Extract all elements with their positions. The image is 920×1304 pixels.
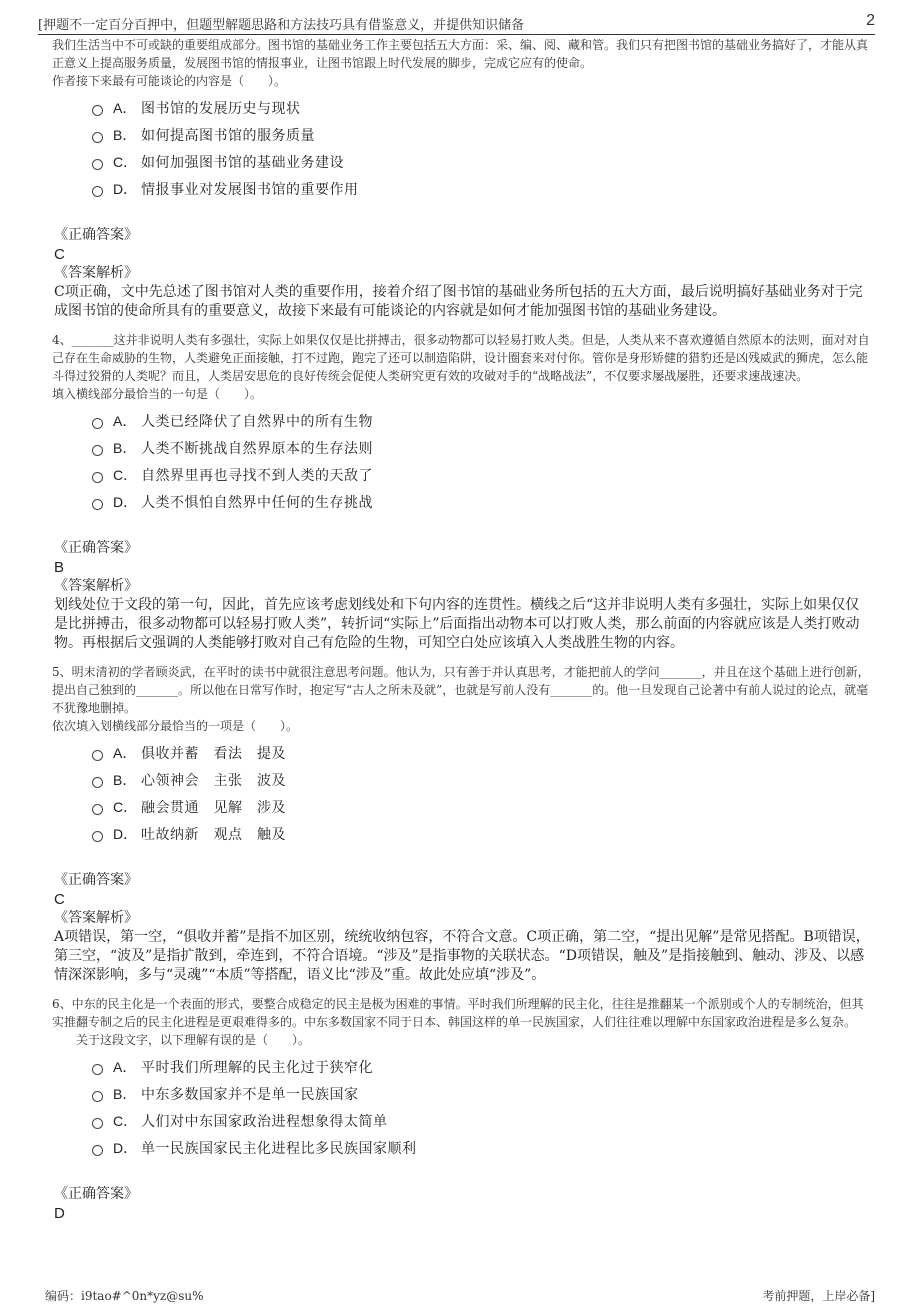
option-text: 情报事业对发展图书馆的重要作用 bbox=[141, 181, 359, 198]
radio-icon[interactable] bbox=[92, 831, 103, 842]
option-text: 人类不惧怕自然界中任何的生存挑战 bbox=[141, 494, 373, 511]
answer-analysis: C项正确，文中先总述了图书馆对人类的重要作用，接着介绍了图书馆的基础业务所包括的五大方面，最后说明搞好基础业务对于完成图书馆的使命所具有的重要意义，故接下来最有可能谈论的内容就是如何才能加强图书馆的基础业务建设。 bbox=[54, 284, 863, 319]
question-stem: 关于这段文字，以下理解有误的是（ ）。 bbox=[76, 1033, 311, 1047]
radio-icon[interactable] bbox=[92, 499, 103, 510]
analysis-label: 《答案解析》 bbox=[54, 910, 138, 926]
answer-analysis: A项错误，第一空，“俱收并蓄”是指不加区别，统统收纳包容，不符合文意。C项正确，第二空，“提出见解”是常见搭配。B项错误，第三空，“波及”是指扩散到，牵连到，不符合语境。“涉及”是指事物的关联状态。“D项错误，触及”是指接触到、触动、涉及、以感情深深影响，多与“灵魂”“本质”等搭配，语义比“涉及”重。故此处应填“涉及”。 bbox=[54, 929, 870, 983]
option-a[interactable] bbox=[92, 94, 872, 121]
radio-icon[interactable] bbox=[92, 445, 103, 456]
document-code: 编码：i9tao#^0n*yz@su% bbox=[45, 1289, 204, 1303]
radio-icon[interactable] bbox=[92, 1091, 103, 1102]
option-c[interactable] bbox=[92, 148, 872, 175]
option-letter: B． bbox=[113, 126, 137, 143]
analysis-label: 《答案解析》 bbox=[54, 265, 138, 281]
question-6 bbox=[52, 995, 872, 1223]
option-text: 俱收并蓄 看法 提及 bbox=[141, 745, 286, 762]
option-text: 如何提高图书馆的服务质量 bbox=[141, 127, 315, 144]
option-letter: D． bbox=[113, 1139, 138, 1156]
option-letter: B． bbox=[113, 439, 137, 456]
option-text: 心领神会 主张 波及 bbox=[141, 772, 286, 789]
option-list bbox=[92, 739, 872, 847]
radio-icon[interactable] bbox=[92, 1145, 103, 1156]
answer-label: 《正确答案》 bbox=[54, 1186, 138, 1202]
option-b[interactable] bbox=[92, 1080, 872, 1107]
option-text: 人类已经降伏了自然界中的所有生物 bbox=[141, 413, 373, 430]
analysis-label: 《答案解析》 bbox=[54, 578, 138, 594]
question-passage: 我们生活当中不可或缺的重要组成部分。图书馆的基础业务工作主要包括五大方面：采、编、阅、藏和管。我们只有把图书馆的基础业务搞好了，才能从真正意义上提高服务质量，发展图书馆的情报事业，让图书馆跟上时代发展的脚步，完成它应有的使命。 bbox=[52, 38, 869, 70]
document-body bbox=[52, 36, 872, 1223]
radio-icon[interactable] bbox=[92, 105, 103, 116]
answer-label: 《正确答案》 bbox=[54, 872, 138, 888]
option-letter: A． bbox=[113, 744, 137, 761]
correct-answer: C bbox=[54, 891, 65, 908]
question-stem: 填入横线部分最恰当的一句是（ ）。 bbox=[52, 387, 263, 401]
option-letter: C． bbox=[113, 1112, 138, 1129]
question-5 bbox=[52, 663, 872, 985]
radio-icon[interactable] bbox=[92, 159, 103, 170]
question-passage: 4、_______这并非说明人类有多强壮，实际上如果仅仅是比拼搏击，很多动物都可以轻易打败人类。但是，人类从来不喜欢遵循自然原本的法则，面对对自己存在生命威胁的生物，人类避免正面接触，打不过跑，跑完了还可以制造陷阱，设计圈套来对付你。管你是身形矫健的猎豹还是凶残威武的狮虎，怎么能斗得过狡猾的人类呢？而且，人类居安思危的良好传统会促使人类研究更有效的攻破对手的“战略战法”，不仅要求屡战屡胜，还要求速战速决。 bbox=[52, 333, 870, 383]
option-d[interactable] bbox=[92, 820, 872, 847]
option-list bbox=[92, 1053, 872, 1161]
option-letter: C． bbox=[113, 153, 138, 170]
header-title: [押题不一定百分百押中，但题型解题思路和方法技巧具有借鉴意义，并提供知识储备 bbox=[38, 18, 525, 33]
option-text: 中东多数国家并不是单一民族国家 bbox=[141, 1086, 359, 1103]
option-letter: A． bbox=[113, 412, 137, 429]
option-letter: C． bbox=[113, 466, 138, 483]
option-b[interactable] bbox=[92, 434, 872, 461]
option-letter: C． bbox=[113, 798, 138, 815]
option-text: 人类不断挑战自然界原本的生存法则 bbox=[141, 440, 373, 457]
option-a[interactable] bbox=[92, 407, 872, 434]
option-list bbox=[92, 94, 872, 202]
page-number: 2 bbox=[866, 12, 875, 29]
correct-answer: B bbox=[54, 559, 65, 576]
option-letter: A． bbox=[113, 1058, 137, 1075]
option-text: 吐故纳新 观点 触及 bbox=[141, 826, 286, 843]
answer-analysis: 划线处位于文段的第一句，因此，首先应该考虑划线处和下句内容的连贯性。横线之后“这并非说明人类有多强壮，实际上如果仅仅是比拼搏击，很多动物都可以轻易打败人类”，转折词“实际上”后面指出动物本可以打败人类，那么前面的内容就应该是人类打败动物。再根据后文强调的人类能够打败对自己有危险的生物，可知空白处应该填入人类战胜生物的内容。 bbox=[54, 597, 860, 651]
question-passage: 5、明末清初的学者顾炎武，在平时的读书中就很注意思考问题。他认为，只有善于并认真思考，才能把前人的学问_______，并且在这个基础上进行创新，提出自己独到的_______。所以他在日常写作时，抱定写“古人之所未及就”，也就是写前人没有_______的。他一旦发现自己论著中有前人说过的论点，就毫不犹豫地删掉。 bbox=[52, 665, 870, 715]
option-c[interactable] bbox=[92, 1107, 872, 1134]
option-d[interactable] bbox=[92, 175, 872, 202]
radio-icon[interactable] bbox=[92, 472, 103, 483]
option-b[interactable] bbox=[92, 121, 872, 148]
radio-icon[interactable] bbox=[92, 1118, 103, 1129]
option-text: 平时我们所理解的民主化过于狭窄化 bbox=[141, 1059, 373, 1076]
option-a[interactable] bbox=[92, 1053, 872, 1080]
question-4 bbox=[52, 331, 872, 653]
option-d[interactable] bbox=[92, 488, 872, 515]
question-stem: 作者接下来最有可能谈论的内容是（ ）。 bbox=[52, 74, 287, 88]
radio-icon[interactable] bbox=[92, 132, 103, 143]
option-text: 自然界里再也寻找不到人类的天敌了 bbox=[141, 467, 373, 484]
radio-icon[interactable] bbox=[92, 777, 103, 788]
answer-label: 《正确答案》 bbox=[54, 227, 138, 243]
correct-answer: D bbox=[54, 1205, 65, 1222]
option-text: 融会贯通 见解 涉及 bbox=[141, 799, 286, 816]
option-letter: B． bbox=[113, 1085, 137, 1102]
option-d[interactable] bbox=[92, 1134, 872, 1161]
option-a[interactable] bbox=[92, 739, 872, 766]
question-3 bbox=[52, 36, 872, 321]
option-letter: D． bbox=[113, 180, 138, 197]
option-text: 人们对中东国家政治进程想象得太简单 bbox=[141, 1113, 388, 1130]
answer-label: 《正确答案》 bbox=[54, 540, 138, 556]
option-list bbox=[92, 407, 872, 515]
radio-icon[interactable] bbox=[92, 186, 103, 197]
option-text: 单一民族国家民主化进程比多民族国家顺利 bbox=[141, 1140, 417, 1157]
option-text: 如何加强图书馆的基础业务建设 bbox=[141, 154, 344, 171]
option-letter: A． bbox=[113, 99, 137, 116]
option-c[interactable] bbox=[92, 461, 872, 488]
option-letter: B． bbox=[113, 771, 137, 788]
option-b[interactable] bbox=[92, 766, 872, 793]
radio-icon[interactable] bbox=[92, 804, 103, 815]
question-passage: 6、中东的民主化是一个表面的形式，要整合成稳定的民主是极为困难的事情。平时我们所理解的民主化，往往是推翻某一个派别或个人的专制统治，但其实推翻专制之后的民主化进程是更艰难得多的。中东多数国家不同于日本、韩国这样的单一民族国家，人们往往难以理解中东国家政治进程是多么复杂。 bbox=[52, 997, 864, 1029]
question-stem: 依次填入划横线部分最恰当的一项是（ ）。 bbox=[52, 719, 299, 733]
footer-slogan: 考前押题，上岸必备] bbox=[762, 1289, 875, 1303]
correct-answer: C bbox=[54, 246, 65, 263]
radio-icon[interactable] bbox=[92, 750, 103, 761]
radio-icon[interactable] bbox=[92, 1064, 103, 1075]
option-letter: D． bbox=[113, 825, 138, 842]
option-text: 图书馆的发展历史与现状 bbox=[141, 100, 301, 117]
page-header bbox=[38, 12, 875, 35]
radio-icon[interactable] bbox=[92, 418, 103, 429]
option-c[interactable] bbox=[92, 793, 872, 820]
option-letter: D． bbox=[113, 493, 138, 510]
